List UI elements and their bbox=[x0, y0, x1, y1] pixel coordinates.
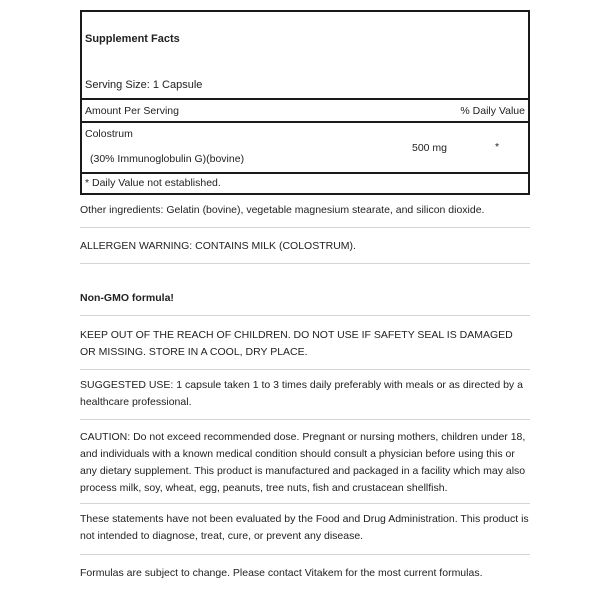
divider bbox=[80, 263, 530, 264]
non-gmo-statement: Non-GMO formula! bbox=[80, 292, 174, 304]
serving-size: Serving Size: 1 Capsule bbox=[85, 79, 203, 91]
ingredient-name: Colostrum bbox=[85, 128, 133, 140]
suggested-use: SUGGESTED USE: 1 capsule taken 1 to 3 times daily preferably with meals or as directed by a healthcare professional. bbox=[80, 379, 523, 408]
divider bbox=[80, 419, 530, 420]
allergen-warning: ALLERGEN WARNING: CONTAINS MILK (COLOSTRUM). bbox=[80, 240, 356, 252]
fda-disclaimer: These statements have not been evaluated by the Food and Drug Administration. This product is not intended to diagnose, treat, cure, or prevent any disease. bbox=[80, 513, 529, 542]
facts-header bbox=[82, 12, 528, 100]
formulas-notice: Formulas are subject to change. Please contact Vitakem for the most current formulas. bbox=[80, 567, 483, 579]
supplement-facts-panel bbox=[80, 10, 530, 195]
divider bbox=[80, 503, 530, 504]
divider bbox=[80, 227, 530, 228]
divider bbox=[80, 369, 530, 370]
storage-warning: KEEP OUT OF THE REACH OF CHILDREN. DO NOT USE IF SAFETY SEAL IS DAMAGED OR MISSING. STORE IN A COOL, DRY PLACE. bbox=[80, 329, 513, 358]
divider bbox=[80, 554, 530, 555]
ingredient-row bbox=[82, 123, 528, 174]
ingredient-detail: (30% Immunoglobulin G)(bovine) bbox=[90, 153, 245, 165]
ingredient-amount: 500 mg bbox=[412, 142, 448, 154]
divider bbox=[80, 315, 530, 316]
footnote-row bbox=[82, 174, 528, 193]
daily-value-header: % Daily Value bbox=[460, 105, 525, 117]
ingredient-daily-value: * bbox=[495, 141, 500, 153]
other-ingredients: Other ingredients: Gelatin (bovine), vegetable magnesium stearate, and silicon dioxide. bbox=[80, 204, 485, 216]
daily-value-footnote: * Daily Value not established. bbox=[85, 177, 221, 189]
amount-per-serving-label: Amount Per Serving bbox=[85, 105, 179, 117]
caution-statement: CAUTION: Do not exceed recommended dose. Pregnant or nursing mothers, children under 18, and individuals with a known medical condition should consult a physician before using this or any dietary supplement. This product is manufactured and packaged in a facility which may also process milk, soy, wheat, egg, peanuts, tree nuts, fish and crustacean shellfish. bbox=[80, 431, 526, 494]
facts-title: Supplement Facts bbox=[85, 33, 180, 45]
amount-per-serving-row bbox=[82, 100, 528, 123]
supplement-label bbox=[80, 10, 530, 195]
